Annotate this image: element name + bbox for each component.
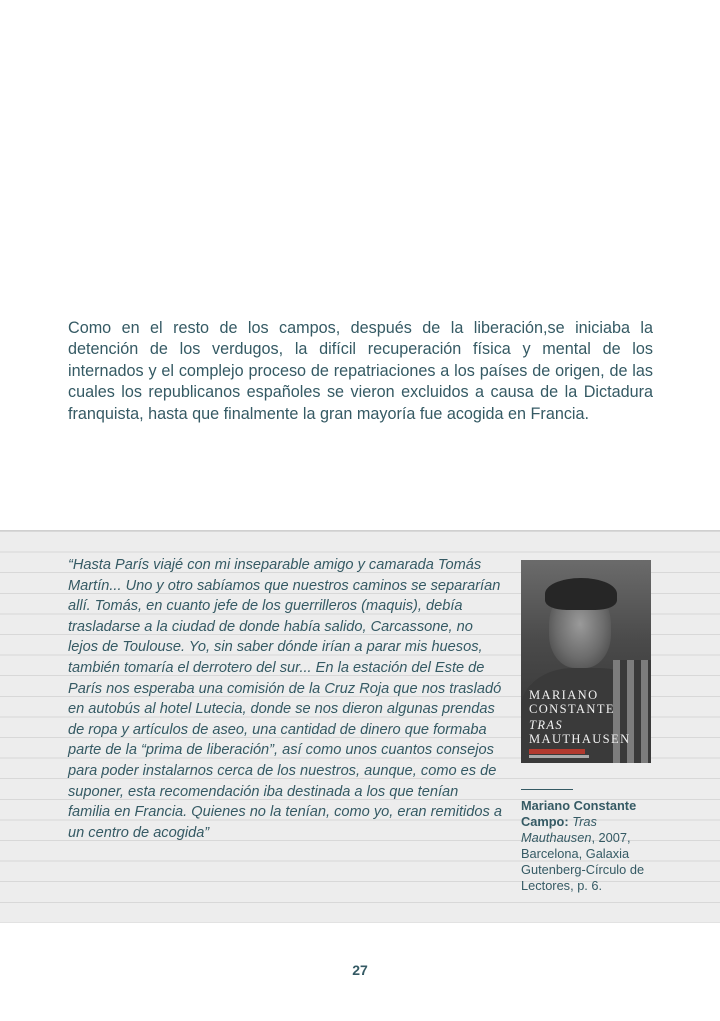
intro-paragraph: Como en el resto de los campos, después de la liberación,se iniciaba la detención de los verdugos, la difícil recuperación física y mental de los internados y el complejo proceso de repatriaciones a los países de origen, de las cuales los republicanos españoles se vieron excluidos a causa de la Dictadura franquista, hasta que finalmente la gran mayoría fue acogida en Francia. <box>68 319 653 423</box>
book-caption <box>521 798 656 894</box>
page-number: 27 <box>352 962 368 978</box>
cover-publisher-band <box>529 749 585 754</box>
cover-author-line1: MARIANO <box>529 688 599 702</box>
book-cover-image <box>521 560 651 763</box>
cover-portrait-hair <box>545 578 617 610</box>
cover-striped-uniform <box>613 660 651 763</box>
cover-title-line1: TRAS <box>529 718 564 732</box>
caption-divider <box>521 789 573 790</box>
cover-author-line2: CONSTANTE <box>529 702 615 716</box>
testimony-quote: “Hasta París viajé con mi inseparable amigo y camarada Tomás Martín... Uno y otro sabíamos que nuestros caminos se separarían allí. Tomás, en cuanto jefe de los guerrilleros (maquis), debía trasladarse a la ciudad de donde había salido, Carcassone, no lejos de Toulouse. Yo, sin saber dónde irían a parar mis huesos, también tomaría el derrotero del sur... En la estación del Este de París nos esperaba una comisión de la Cruz Roja que nos trasladó en autobús al hotel Lutecia, donde se nos dieron algunas prendas de ropa y artículos de aseo, una cantidad de dinero que formaba parte de la “prima de liberación”, así como unos cuantos consejos para poder instalarnos cerca de los nuestros, aunque, como es de suponer, esta recomendación iba destinada a los que tenían familia en Francia. Quienes no la tenían, como yo, eran remitidos a un centro de acogida” <box>68 557 502 841</box>
caption-title: Tras Mauthausen <box>521 814 597 845</box>
caption-author: Mariano Constante Campo: <box>521 798 637 829</box>
cover-publisher-mark <box>529 755 589 758</box>
cover-author <box>529 688 615 716</box>
caption-details: , 2007, Barcelona, Galaxia Gutenberg-Círculo de Lectores, p. 6. <box>521 830 645 893</box>
cover-title-line2: MAUTHAUSEN <box>529 732 631 746</box>
cover-title <box>529 718 631 746</box>
